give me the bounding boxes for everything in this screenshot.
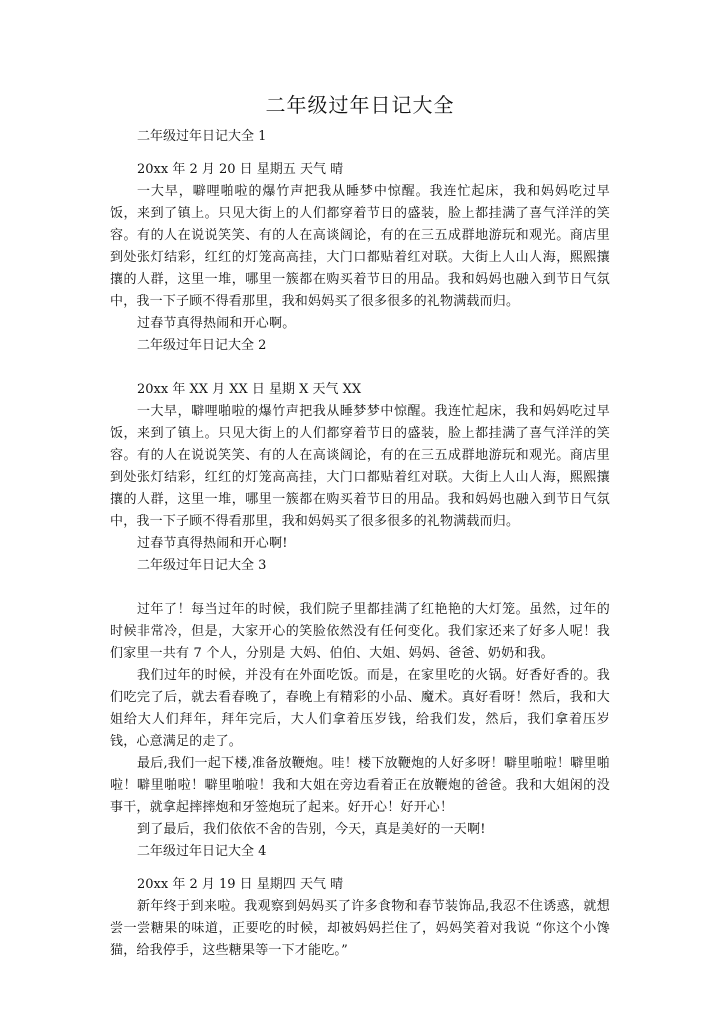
entry-paragraph: 到了最后，我们依依不舍的告别，今天，真是美好的一天啊! — [137, 822, 486, 837]
entry-heading: 二年级过年日记大全 1 — [137, 129, 267, 144]
entry-paragraph: 我们过年的时候，并没有在外面吃饭。而是，在家里吃的火锅。好香好香的。我们吃完了后，就去看春晚了，春晚上有精彩的小品、魔术。真好看呀！然后，我和大姐给大人们拜年，拜年完后，大人们拿着压岁钱，给我们发，然后，我们拿着压岁钱，心意满足的走了。 — [110, 668, 610, 749]
entry-paragraph: 过年了！每当过年的时候，我们院子里都挂满了红艳艳的大灯笼。虽然，过年的时候非常冷，但是，大家开心的笑脸依然没有任何变化。我们家还来了好多人呢！我们家里一共有 7 个人，分别是 大妈、伯伯、大姐、妈妈、爸爸、奶奶和我。 — [110, 602, 610, 661]
entry-paragraph: 过春节真得热闹和开心啊! — [137, 536, 288, 551]
entry-paragraph: 一大早，噼哩啪啦的爆竹声把我从睡梦中惊醒。我连忙起床，我和妈妈吃过早饭，来到了镇上。只见大街上的人们都穿着节日的盛装，脸上都挂满了喜气洋洋的笑容。有的人在说说笑笑、有的人在高谈阔论，有的在三五成群地游玩和观光。商店里到处张灯结彩，红红的灯笼高高挂，大门口都贴着红对联。大街上人山人海，熙熙攘攘的人群，这里一堆，哪里一簇都在购买着节日的用品。我和妈妈也融入到节日气氛中，我一下子顾不得看那里，我和妈妈买了很多很多的礼物满载而归。 — [110, 184, 610, 309]
document-title: 二年级过年日记大全 — [265, 93, 455, 117]
entry-paragraph: 过春节真得热闹和开心啊。 — [137, 316, 296, 331]
entry-heading: 二年级过年日记大全 2 — [137, 338, 267, 353]
entry-date: 20xx 年 2 月 20 日 星期五 天气 晴 — [137, 162, 344, 177]
entry-date: 20xx 年 2 月 19 日 星期四 天气 晴 — [137, 877, 344, 892]
entry-paragraph: 一大早，噼哩啪啦的爆竹声把我从睡梦梦中惊醒。我连忙起床，我和妈妈吃过早饭，来到了镇上。只见大街上的人们都穿着节日的盛装，脸上都挂满了喜气洋洋的笑容。有的人在说说笑笑、有的人在高谈阔论，有的在三五成群地游玩和观光。商店里到处张灯结彩，红红的灯笼高高挂，大门口都贴着红对联。大街上人山人海，熙熙攘攘的人群，这里一堆，哪里一簇都在购买着节日的用品。我和妈妈也融入到节日气氛中，我一下子顾不得看那里，我和妈妈买了很多很多的礼物满载而归。 — [110, 404, 610, 529]
entry-heading: 二年级过年日记大全 3 — [137, 558, 267, 573]
entry-date: 20xx 年 XX 月 XX 日 星期 X 天气 XX — [137, 382, 362, 397]
entry-heading: 二年级过年日记大全 4 — [137, 844, 267, 859]
document-page — [110, 92, 610, 962]
entry-paragraph: 新年终于到来啦。我观察到妈妈买了许多食物和春节装饰品,我忍不住诱惑，就想尝一尝糖果的味道，正要吃的时候，却被妈妈拦住了，妈妈笑着对我说 “你这个小馋猫，给我停手，这些糖果等一下才能吃。” — [110, 899, 610, 958]
entry-paragraph: 最后,我们一起下楼,准备放鞭炮。哇！楼下放鞭炮的人好多呀！噼里啪啦！噼里啪啦！噼里啪啦！噼里啪啦！我和大姐在旁边看着正在放鞭炮的爸爸。我和大姐闲的没事干，就拿起摔摔炮和牙签炮玩了起来。好开心！好开心！ — [110, 756, 610, 815]
